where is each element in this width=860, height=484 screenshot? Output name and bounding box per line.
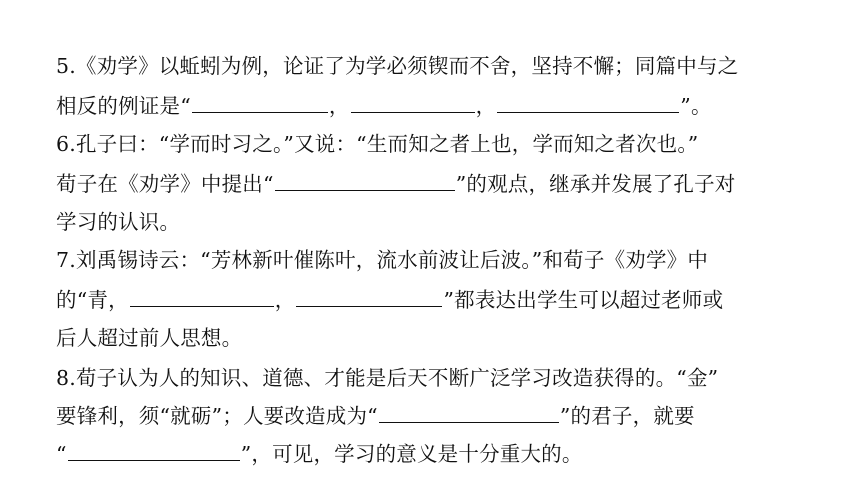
q8-line-3 xyxy=(56,440,583,468)
q7-text-2b: ”都表达出学生可以超过老师或 xyxy=(443,288,724,312)
q7-sep-1: ， xyxy=(274,288,296,312)
q6-text-2a: 荀子在《劝学》中提出“ xyxy=(56,172,274,196)
q5-line-1 xyxy=(56,52,738,80)
q6-line-3 xyxy=(56,208,180,236)
q7-line-1 xyxy=(56,246,708,274)
q5-blank-1[interactable] xyxy=(192,96,328,113)
q8-blank-2[interactable] xyxy=(68,444,240,461)
q5-blank-3[interactable] xyxy=(497,96,679,113)
q8-line-1 xyxy=(56,364,718,392)
q7-blank-1[interactable] xyxy=(130,290,274,307)
q5-sep-1: ， xyxy=(328,94,350,118)
q8-text-2b: ”的君子，就要 xyxy=(559,404,695,428)
q5-sep-2: ， xyxy=(475,94,497,118)
q5-text-2: 相反的例证是“ xyxy=(56,94,191,118)
q8-number: 8. xyxy=(56,366,76,390)
q8-line-2 xyxy=(56,402,695,430)
q5-number: 5. xyxy=(56,54,76,78)
q5-text-end: ”。 xyxy=(680,94,712,118)
q6-number: 6. xyxy=(56,132,76,156)
q7-text-1: 刘禹锡诗云：“芳林新叶催陈叶，流水前波让后波。”和荀子《劝学》中 xyxy=(75,248,709,272)
q8-text-2a: 要锋利，须“就砺”；人要改造成为“ xyxy=(56,404,378,428)
q6-text-1: 孔子曰：“学而时习之。”又说：“生而知之者上也，学而知之者次也。” xyxy=(75,132,699,156)
q6-text-3: 学习的认识。 xyxy=(56,210,181,234)
q7-line-3 xyxy=(56,324,242,352)
q8-blank-1[interactable] xyxy=(379,406,559,423)
q6-line-2 xyxy=(56,170,735,198)
q5-blank-2[interactable] xyxy=(351,96,475,113)
q5-text-1: 《劝学》以蚯蚓为例，论证了为学必须锲而不舍，坚持不懈；同篇中与之 xyxy=(75,54,739,78)
q7-text-3: 后人超过前人思想。 xyxy=(56,326,243,350)
q6-blank-1[interactable] xyxy=(275,174,455,191)
q6-text-2b: ”的观点，继承并发展了孔子对 xyxy=(455,172,736,196)
q8-text-1: 荀子认为人的知识、道德、才能是后天不断广泛学习改造获得的。“金” xyxy=(75,366,719,390)
q6-line-1 xyxy=(56,130,699,158)
q8-text-3a: “ xyxy=(56,442,67,466)
q7-blank-2[interactable] xyxy=(296,290,442,307)
q7-text-2a: 的“青， xyxy=(56,288,129,312)
q5-line-2 xyxy=(56,92,712,120)
q7-number: 7. xyxy=(56,248,76,272)
q7-line-2 xyxy=(56,286,723,314)
q8-text-3b: ”，可见，学习的意义是十分重大的。 xyxy=(240,442,583,466)
